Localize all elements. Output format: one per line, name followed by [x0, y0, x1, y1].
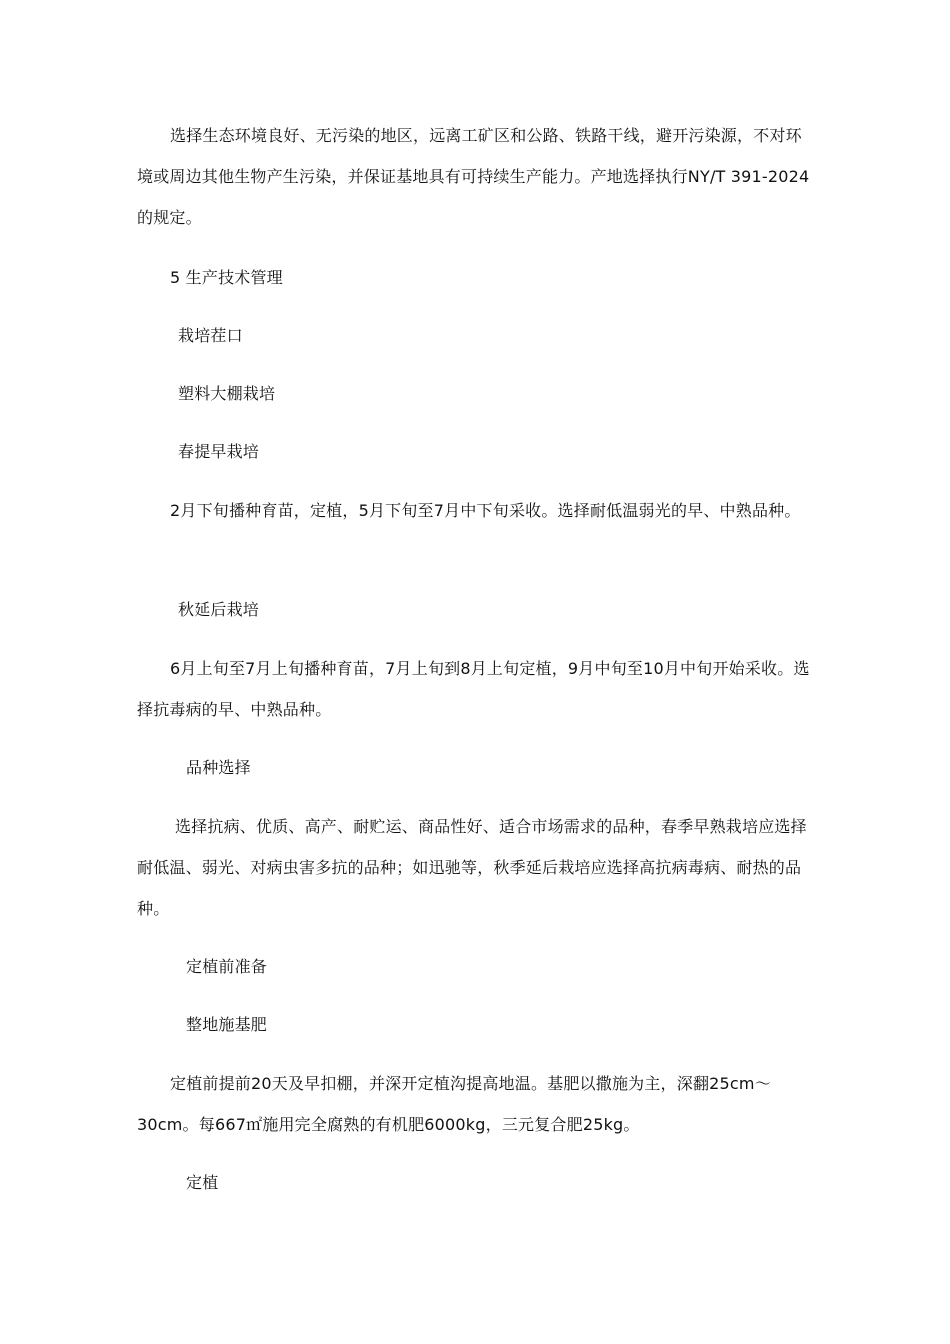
paragraph-fertilize: 定植前提前20天及早扣棚，并深开定植沟提高地温。基肥以撒施为主，深翻25cm～30cm。每667㎡施用完全腐熟的有机肥6000kg，三元复合肥25kg。 [137, 1074, 771, 1134]
paragraph-variety-selection: 选择抗病、优质、高产、耐贮运、商品性好、适合市场需求的品种，春季早熟栽培应选择耐低温、弱光、对病虫害多抗的品种；如迅驰等，秋季延后栽培应选择高抗病毒病、耐热的品种。 [137, 817, 807, 918]
section-heading-5: 5 生产技术管理 [170, 268, 283, 287]
subheading-cultivation-season: 栽培茬口 [178, 326, 243, 345]
subheading-fertilize: 整地施基肥 [186, 1015, 268, 1034]
subheading-greenhouse: 塑料大棚栽培 [178, 384, 276, 403]
subheading-variety-selection: 品种选择 [186, 758, 251, 777]
paragraph-autumn-late: 6月上旬至7月上旬播种育苗，7月上旬到8月上旬定植，9月中旬至10月中旬开始采收。选择抗毒病的早、中熟品种。 [137, 659, 810, 719]
paragraph-site-selection: 选择生态环境良好、无污染的地区，远离工矿区和公路、铁路干线，避开污染源，不对环境或周边其他生物产生污染，并保证基地具有可持续生产能力。产地选择执行NY/T 391-2024的规定。 [137, 126, 810, 227]
subheading-planting: 定植 [186, 1173, 219, 1192]
paragraph-spring-early: 2月下旬播种育苗，定植，5月下旬至7月中下旬采收。选择耐低温弱光的早、中熟品种。 [170, 501, 801, 520]
subheading-spring-early: 春提早栽培 [178, 442, 260, 461]
subheading-pre-planting: 定植前准备 [186, 957, 268, 976]
subheading-autumn-late: 秋延后栽培 [178, 600, 260, 619]
